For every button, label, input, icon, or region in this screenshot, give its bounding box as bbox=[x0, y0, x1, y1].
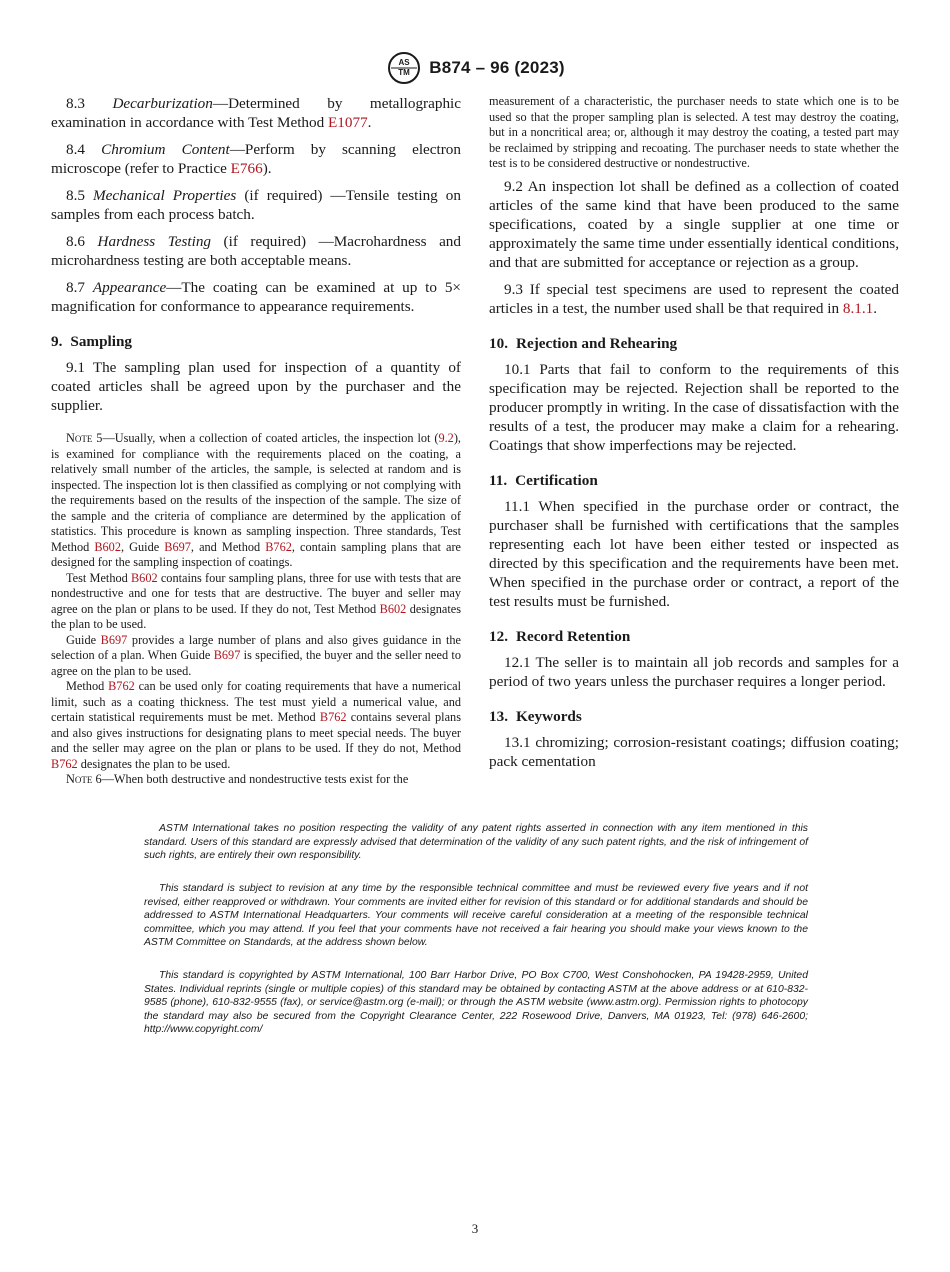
ref-link-e766[interactable]: E766 bbox=[230, 160, 263, 177]
ref-link-9-2[interactable]: 9.2 bbox=[438, 431, 454, 445]
ref-link-b602[interactable]: B602 bbox=[130, 570, 158, 585]
section-8-5: 8.5 Mechanical Properties (if required) —Tensile testing on samples from each process batch. bbox=[51, 187, 461, 223]
heading-certification: 11. Certification bbox=[489, 471, 598, 489]
heading-record-retention: 12. Record Retention bbox=[489, 627, 631, 645]
footer-copyright-notice: This standard is copyrighted by ASTM International, 100 Barr Harbor Drive, PO Box C700, West Conshohocken, PA 19428-2959, United States. Individual reprints (single or multiple copies) of this standard may be obtained by contacting ASTM at the above address or at 610-832-9585 (phone), 610-832-9555 (fax), or service@astm.org (e-mail); or through the ASTM website (www.astm.org). Permission rights to photocopy the standard may also be secured from the Copyright Clearance Center, 222 Rosewood Drive, Danvers, MA 01923, Tel: (978) 646-2600; http://www.copyright.com/ bbox=[144, 970, 808, 1036]
section-13-1: 13.1 chromizing; corrosion-resistant coatings; diffusion coating; pack cementation bbox=[489, 733, 899, 770]
document-designation: B874 – 96 (2023) bbox=[429, 58, 565, 77]
section-11-1: 11.1 When specified in the purchase order or contract, the purchaser shall be furnished with certifications that the samples representing each lot have been either tested or inspected as directed by this specification and the requirements have been met. When specified in the purchase order or contract, a report of the test results must be furnished. bbox=[489, 497, 899, 610]
note-5: Note 5—Usually, when a collection of coated articles, the inspection lot (9.2), is examined for compliance with the requirements placed on the coating, a relatively small number of the articles, the sample, is selected at random and is inspected. The inspection lot is then classified as complying or not complying with the requirements based on the results of the inspection of the sample. The size of the sample and the criteria of compliance are determined by the application of statistics. This procedure is known as sampling inspection. Three standards, Test Method B602, Guide B697, and Method B762, contain sampling plans that are designed for the sampling inspection of coatings. bbox=[51, 431, 461, 569]
note-6-continued: measurement of a characteristic, the purchaser needs to state which one is to be used so that the proper sampling plan is selected. A test may destroy the coating, but in a noncritical area; or, although it may destroy the coating, a tested part may be reclaimed by stripping and recoating. The purchaser needs to state whether the test is to be considered destructive or nondestructive. bbox=[489, 94, 899, 170]
page-header bbox=[0, 52, 950, 84]
section-9-1: 9.1 The sampling plan used for inspection of a quantity of coated articles shall be agreed upon by the purchaser and the supplier. bbox=[51, 359, 461, 414]
note-6: Note 6—When both destructive and nondestructive tests exist for the bbox=[66, 772, 409, 786]
ref-link-b697[interactable]: B697 bbox=[213, 648, 241, 662]
note-5-b762: Method B762 can be used only for coating requirements that have a numerical limit, such as a coating thickness. The test must yield a numerical value, and certain statistical requirements must be met. Method B762 contains several plans and also gives instructions for designating plans to meet special needs. The buyer and the seller may agree on the plan or plans to be used. If they do not, Method B762 designates the plan to be used. bbox=[51, 679, 462, 771]
right-column bbox=[489, 94, 899, 779]
svg-text:TM: TM bbox=[398, 68, 411, 77]
section-8-4: 8.4 Chromium Content—Perform by scanning electron microscope (refer to Practice E766). bbox=[51, 141, 461, 177]
section-9-3: 9.3 If special test specimens are used to represent the coated articles in a test, the number used shall be that required in 8.1.1. bbox=[489, 280, 899, 317]
ref-link-b762[interactable]: B762 bbox=[319, 710, 347, 724]
astm-logo-icon bbox=[385, 52, 423, 84]
left-column bbox=[51, 94, 461, 788]
note-5-b602: Test Method B602 contains four sampling plans, three for use with tests that are nondestructive and one for tests that are destructive. The buyer and seller may agree on the plan or plans to be used. If they do not, Test Method B602 designates the plan to be used. bbox=[51, 570, 461, 631]
ref-link-e1077[interactable]: E1077 bbox=[328, 114, 368, 131]
section-8-6: 8.6 Hardness Testing (if required) —Macrohardness and microhardness testing are both acceptable means. bbox=[51, 233, 461, 269]
heading-sampling: 9. Sampling bbox=[51, 333, 133, 350]
footer-patent-notice: ASTM International takes no position respecting the validity of any patent rights asserted in connection with any item mentioned in this standard. Users of this standard are expressly advised that determination of the validity of any such patent rights, and the risk of infringement of such rights, are entirely their own responsibility. bbox=[144, 823, 808, 862]
ref-link-b602[interactable]: B602 bbox=[94, 539, 121, 554]
ref-link-b762[interactable]: B762 bbox=[108, 679, 135, 693]
heading-rejection-and-rehearing: 10. Rejection and Rehearing bbox=[489, 334, 678, 352]
ref-link-b697[interactable]: B697 bbox=[100, 632, 128, 647]
section-9-2: 9.2 An inspection lot shall be defined as a collection of coated articles of the same kind that have been produced to the same specifications, coated by a single supplier at one time or approximately the same time under essentially identical conditions, and that are submitted for acceptance or rejection as a group. bbox=[489, 177, 899, 271]
svg-text:AS: AS bbox=[398, 58, 410, 67]
ref-link-b602[interactable]: B602 bbox=[379, 601, 407, 616]
page-number: 3 bbox=[471, 1221, 479, 1236]
section-8-3: 8.3 Decarburization—Determined by metallographic examination in accordance with Test Method E1077. bbox=[51, 95, 461, 131]
ref-link-b762[interactable]: B762 bbox=[51, 756, 78, 771]
ref-link-b697[interactable]: B697 bbox=[164, 539, 191, 554]
ref-link-b762[interactable]: B762 bbox=[265, 539, 292, 554]
ref-link-8-1-1[interactable]: 8.1.1 bbox=[842, 299, 874, 317]
section-10-1: 10.1 Parts that fail to conform to the requirements of this specification may be rejected. Rejection shall be reported to the producer promptly in writing. In the case of dissatisfaction with the results of a test, the producer may make a claim for a rehearing. Coatings that show imperfections may be rejected. bbox=[489, 360, 899, 454]
footer-revision-notice: This standard is subject to revision at any time by the responsible technical committee and must be reviewed every five years and if not revised, either reapproved or withdrawn. Your comments are invited either for revision of this standard or for additional standards and should be addressed to ASTM International Headquarters. Your comments will receive careful consideration at a meeting of the responsible technical committee, which you may attend. If you feel that your comments have not received a fair hearing you should make your views known to the ASTM Committee on Standards, at the address shown below. bbox=[144, 883, 808, 949]
section-8-7: 8.7 Appearance—The coating can be examined at up to 5× magnification for conformance to appearance requirements. bbox=[51, 279, 461, 315]
heading-keywords: 13. Keywords bbox=[489, 707, 582, 725]
note-5-b697: Guide B697 provides a large number of plans and also gives guidance in the selection of a plan. When Guide B697 is specified, the buyer and the seller need to agree on the plan to be used. bbox=[51, 632, 461, 678]
section-12-1: 12.1 The seller is to maintain all job records and samples for a period of two years unless the purchaser requires a longer period. bbox=[489, 653, 899, 690]
